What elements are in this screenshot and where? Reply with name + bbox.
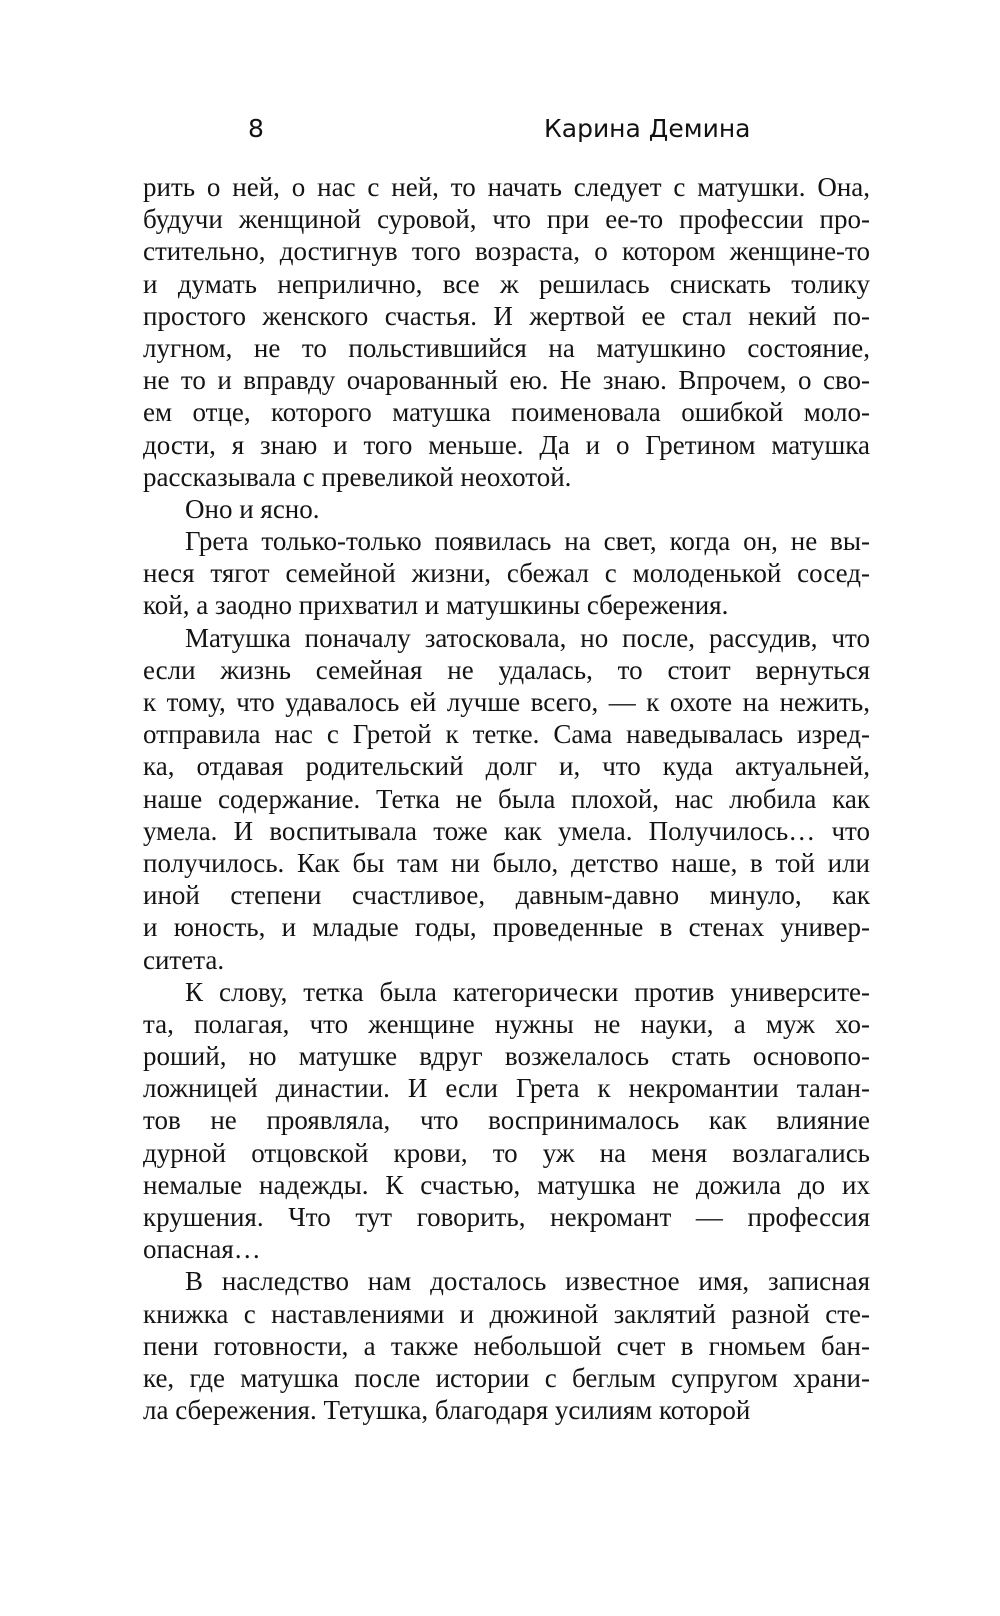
text-line: дурной отцовской крови, то уж на меня возлагались	[143, 1137, 870, 1168]
paragraph	[143, 493, 870, 525]
text-line: крушения. Что тут говорить, некромант — профессия	[143, 1202, 870, 1232]
running-title: Карина Демина	[544, 114, 751, 143]
text-line: неся тягот семейной жизни, сбежал с молоденькой сосед-	[143, 558, 870, 589]
text-line: будучи женщиной суровой, что при ее-то профессии про-	[143, 204, 870, 235]
text-line: дости, я знаю и того меньше. Да и о Гретином матушка	[143, 429, 870, 460]
text-line: опасная…	[143, 1234, 261, 1265]
text-line: наше содержание. Тетка не была плохой, нас любила как	[143, 783, 870, 814]
text-line: получилось. Как бы там ни было, детство наше, в той или	[143, 847, 870, 878]
page-header	[0, 0, 1000, 160]
text-line: простого женского счастья. И жертвой ее стал некий по-	[143, 300, 870, 331]
text-line: рассказывала с превеликой неохотой.	[143, 461, 572, 492]
text-line: ложницей династии. И если Грета к некромантии талан-	[143, 1073, 870, 1104]
text-line: Оно и ясно.	[185, 493, 320, 524]
paragraph	[143, 976, 870, 1266]
text-line: иной степени счастливое, давным-давно минуло, как	[143, 880, 870, 911]
text-line: пени готовности, а также небольшой счет в гномьем бан-	[143, 1330, 870, 1361]
text-line: немалые надежды. К счастью, матушка не дожила до их	[143, 1169, 870, 1200]
text-line: В наследство нам досталось известное имя, записная	[185, 1266, 870, 1297]
text-line: тов не проявляла, что воспринималось как влияние	[143, 1105, 870, 1136]
text-line: ем отце, которого матушка поименовала ошибкой моло-	[143, 397, 870, 428]
text-line: и думать неприлично, все ж решилась снискать толику	[143, 268, 870, 299]
page-number: 8	[248, 114, 264, 143]
text-line: отправила нас с Гретой к тетке. Сама наведывалась изред-	[143, 719, 870, 750]
text-line: умела. И воспитывала тоже как умела. Получилось… что	[143, 815, 870, 846]
text-line: ке, где матушка после истории с беглым супругом храни-	[143, 1362, 870, 1393]
text-block	[143, 171, 870, 1426]
text-line: и юность, и младые годы, проведенные в стенах универ-	[143, 912, 870, 943]
text-line: К слову, тетка была категорически против университе-	[185, 976, 870, 1007]
text-line: стительно, достигнув того возраста, о котором женщине-то	[143, 236, 870, 267]
paragraph	[143, 171, 870, 493]
text-line: рить о ней, о нас с ней, то начать следует с матушки. Она,	[143, 172, 870, 202]
text-line: роший, но матушке вдруг возжелалось стать основопо-	[143, 1041, 870, 1072]
paragraph	[143, 1265, 870, 1426]
text-line: ситета.	[143, 944, 225, 975]
paragraph	[143, 525, 870, 622]
text-line: к тому, что удавалось ей лучше всего, — к охоте на нежить,	[143, 687, 870, 717]
text-line: если жизнь семейная не удалась, то стоит вернуться	[143, 654, 870, 685]
text-line: ла сбережения. Тетушка, благодаря усилиям которой	[143, 1395, 751, 1426]
text-line: не то и вправду очарованный ею. Не знаю. Впрочем, о сво-	[143, 365, 870, 396]
text-line: лугном, не то польстившийся на матушкино состояние,	[143, 332, 870, 363]
text-line: Матушка поначалу затосковала, но после, рассудив, что	[185, 622, 870, 653]
text-line: та, полагая, что женщине нужны не науки, а муж хо-	[143, 1008, 870, 1039]
paragraph	[143, 622, 870, 976]
text-line: ка, отдавая родительский долг и, что куда актуальней,	[143, 751, 870, 782]
text-line: кой, а заодно прихватил и матушкины сбережения.	[143, 590, 729, 621]
text-line: Грета только-только появилась на свет, когда он, не вы-	[185, 526, 870, 557]
text-line: книжка с наставлениями и дюжиной заклятий разной сте-	[143, 1298, 870, 1329]
